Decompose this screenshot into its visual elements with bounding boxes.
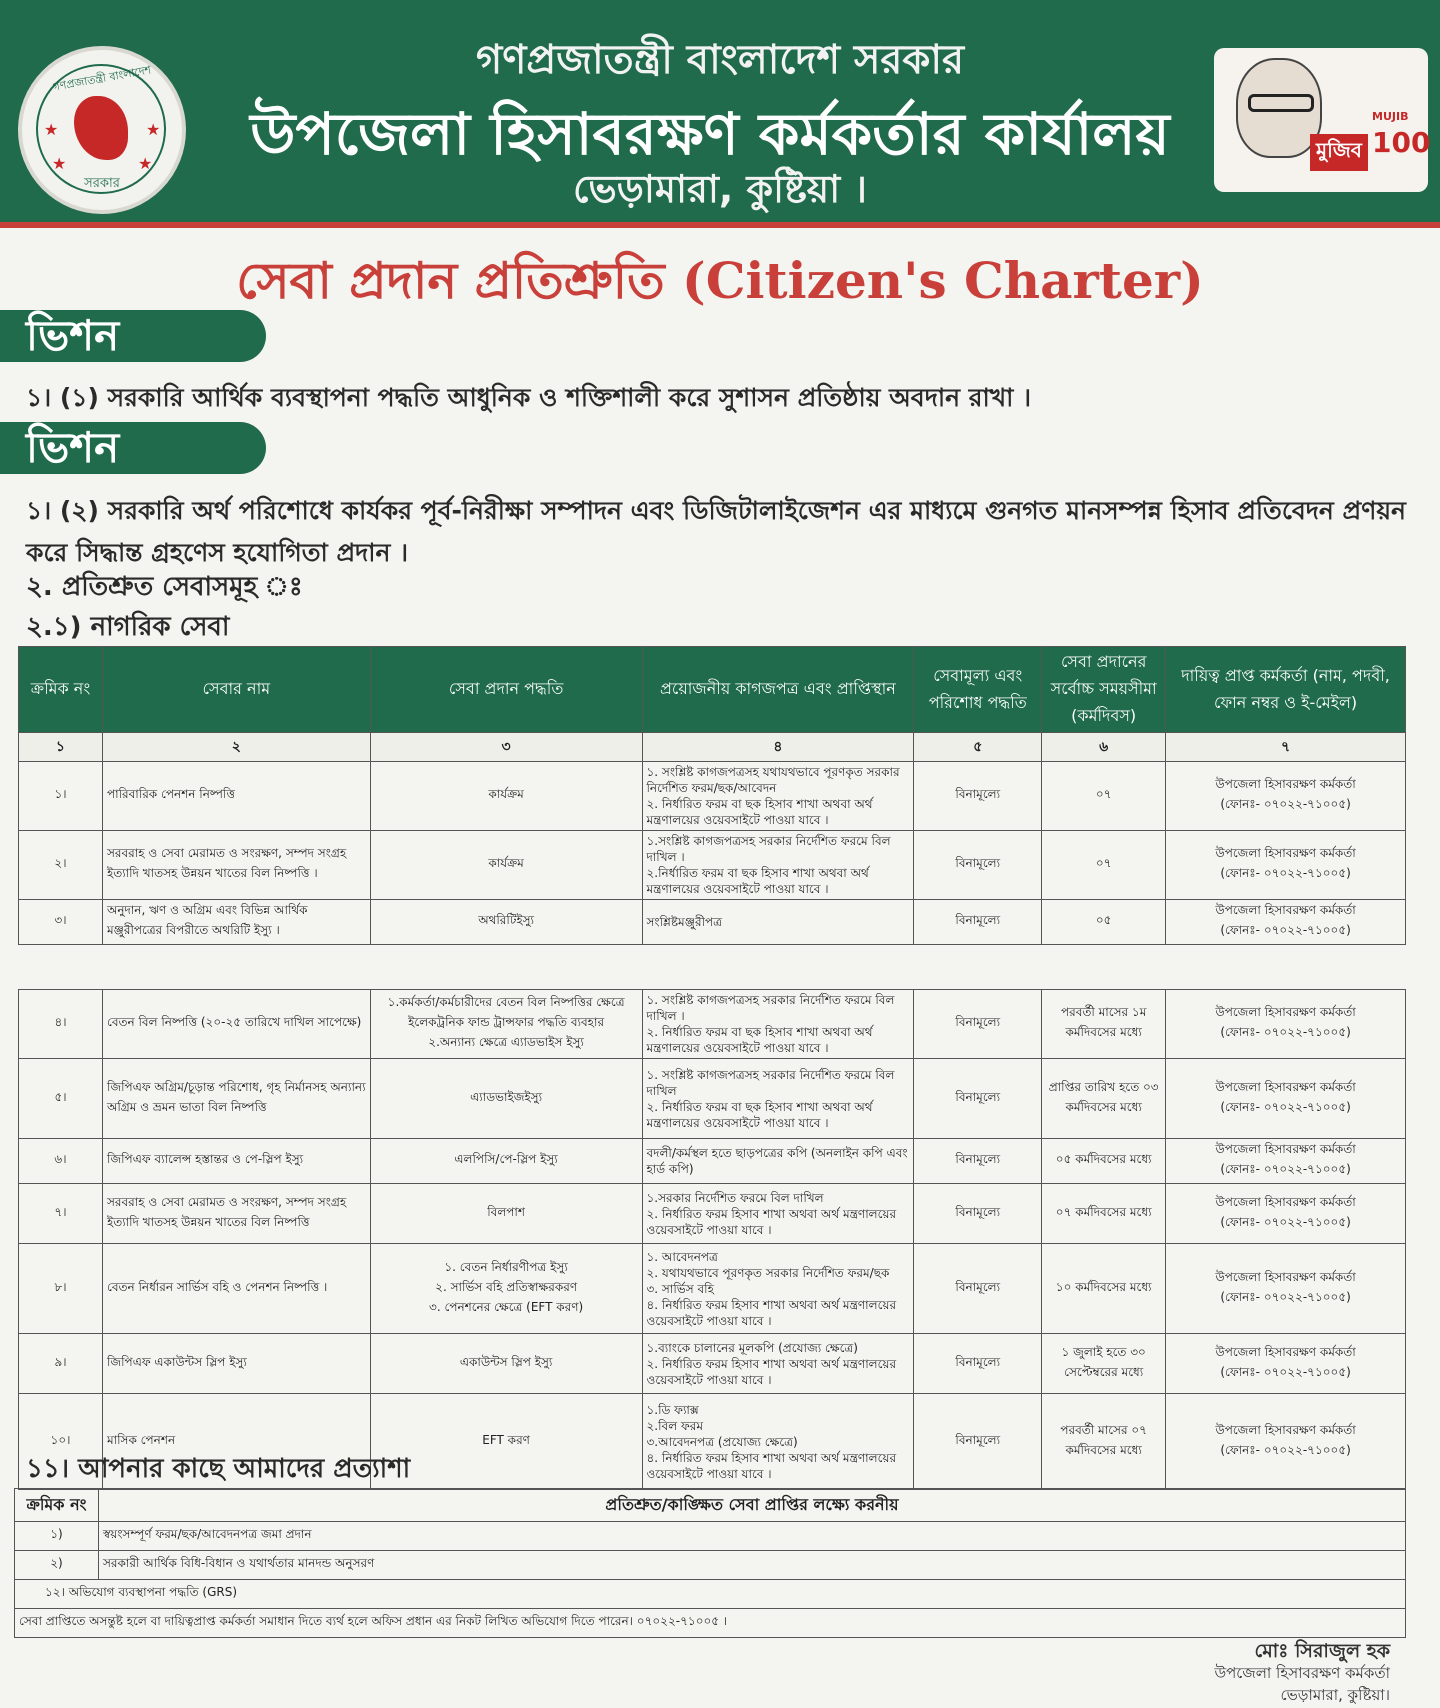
expect-header-serial: ক্রমিক নং [15,1489,99,1522]
time-limit: ০৭ [1042,762,1166,831]
office-location: ভেড়ামারা, কুষ্টিয়া । [572,167,868,211]
signatory-name: মোঃ সিরাজুল হক [1254,1640,1390,1662]
col-number: ৬ [1042,733,1166,762]
service-fee: বিনামূল্যে [914,1334,1042,1394]
table-row [19,1139,1406,1184]
required-documents: ১.সংশ্লিষ্ট কাগজপত্রসহ সরকার নির্দেশিত ফরমে বিল দাখিল । ২.নির্ধারিত ফরম বা ছক হিসাব শাখা অথবা অর্থ মন্ত্রণালয়ের ওয়েবসাইটে পাওয়া যাবে । [642,831,914,900]
col-number: ৩ [370,733,642,762]
responsible-officer: উপজেলা হিসাবরক্ষণ কর্মকর্তা (ফোনঃ- ০৭০২২-৭১০০৫) [1166,762,1406,831]
col-number: ৭ [1166,733,1406,762]
header-service-name: সেবার নাম [102,647,370,733]
time-limit: প্রাপ্তির তারিখ হতে ০৩ কর্মদিবসের মধ্যে [1042,1059,1166,1139]
time-limit: ১০ কর্মদিবসের মধ্যে [1042,1244,1166,1334]
service-method: EFT করণ [370,1394,642,1490]
time-limit: ০৫ কর্মদিবসের মধ্যে [1042,1139,1166,1184]
vision-text-1: ১। (১) সরকারি আর্থিক ব্যবস্থাপনা পদ্ধতি আধুনিক ও শক্তিশালী করে সুশাসন প্রতিষ্ঠায় অবদান রাখা । [26,383,1032,412]
required-documents: ১.সরকার নির্দেশিত ফরমে বিল দাখিল ২. নির্ধারিত ফরম হিসাব শাখা অথবা অর্থ মন্ত্রণালয়ের ওয়েবসাইটে পাওয়া যাবে । [642,1184,914,1244]
expectation-table [14,1488,1406,1638]
vision-tab-1: ভিশন [0,310,266,362]
service-method: বিলপাশ [370,1184,642,1244]
responsible-officer: উপজেলা হিসাবরক্ষণ কর্মকর্তা (ফোনঃ- ০৭০২২-৭১০০৫) [1166,831,1406,900]
service-name: সরবরাহ ও সেবা মেরামত ও সংরক্ষণ, সম্পদ সংগ্রহ ইত্যাদি খাতসহ উন্নয়ন খাতের বিল নিষ্পত্তি [102,1184,370,1244]
table-row [19,1059,1406,1139]
header-time-limit: সেবা প্রদানের সর্বোচ্চ সময়সীমা (কর্মদিবস) [1042,647,1166,733]
service-name: পারিবারিক পেনশন নিষ্পত্তি [102,762,370,831]
signatory-title: উপজেলা হিসাবরক্ষণ কর্মকর্তা [1214,1664,1390,1682]
col-number: ৫ [914,733,1042,762]
mujib-badge: মুজিব [1310,134,1368,171]
service-fee: বিনামূল্যে [914,762,1042,831]
required-documents: ১. সংশ্লিষ্ট কাগজপত্রসহ যথাযথভাবে পূরণকৃত সরকার নির্দেশিত ফরম/ছক/আবেদন ২. নির্ধারিত ফরম বা ছক হিসাব শাখা অথবা অর্থ মন্ত্রণালয়ের ওয়েবসাইটে পাওয়া যাবে । [642,762,914,831]
star-icon: ★ [44,120,59,139]
service-fee: বিনামূল্যে [914,1059,1042,1139]
responsible-officer: উপজেলা হিসাবরক্ষণ কর্মকর্তা (ফোনঃ- ০৭০২২-৭১০০৫) [1166,1244,1406,1334]
service-method: অথরিটিইস্যু [370,900,642,945]
service-fee: বিনামূল্যে [914,990,1042,1059]
expect-text: স্বয়ংসম্পূর্ণ ফরম/ছক/আবেদনপত্র জমা প্রদান [99,1522,1406,1551]
time-limit: পরবর্তী মাসের ১ম কর্মদিবসের মধ্যে [1042,990,1166,1059]
responsible-officer: উপজেলা হিসাবরক্ষণ কর্মকর্তা (ফোনঃ- ০৭০২২-৭১০০৫) [1166,1394,1406,1490]
star-icon: ★ [146,120,161,139]
row-serial: ৩। [19,900,103,945]
service-method: কার্যক্রম [370,762,642,831]
service-method: একাউন্টস স্লিপ ইস্যু [370,1334,642,1394]
table-row [19,1334,1406,1394]
service-name: মাসিক পেনশন [102,1394,370,1490]
responsible-officer: উপজেলা হিসাবরক্ষণ কর্মকর্তা (ফোনঃ- ০৭০২২-৭১০০৫) [1166,900,1406,945]
required-documents: ১.ব্যাংকে চালানের মূলকপি (প্রযোজ্য ক্ষেত্রে) ২. নির্ধারিত ফরম হিসাব শাখা অথবা অর্থ মন্ত্রণালয়ের ওয়েবসাইটে পাওয়া যাবে । [642,1334,914,1394]
section-promised-services: ২. প্রতিশ্রুত সেবাসমূহ ঃ [26,572,303,602]
section-expectation: ১১। আপনার কাছে আমাদের প্রত্যাশা [26,1454,411,1484]
charter-title: সেবা প্রদান প্রতিশ্রুতি (Citizen's Charter) [236,251,1204,310]
signatory-place: ভেড়ামারা, কুষ্টিয়া। [1280,1686,1390,1704]
spacer-cell [19,945,1406,990]
expect-serial: ২) [15,1551,99,1580]
mujib-100-logo [1214,48,1431,192]
required-documents: ১. আবেদনপত্র ২. যথাযথভাবে পূরণকৃত সরকার নির্দেশিত ফরম/ছক ৩. সার্ভিস বহি ৪. নির্ধারিত ফরম হিসাব শাখা অথবা অর্থ মন্ত্রণালয়ের ওয়েবসাইটে পাওয়া যাবে । [642,1244,914,1334]
table-row [15,1551,1406,1580]
responsible-officer: উপজেলা হিসাবরক্ষণ কর্মকর্তা (ফোনঃ- ০৭০২২-৭১০০৫) [1166,1334,1406,1394]
service-method: ১.কর্মকর্তা/কর্মচারীদের বেতন বিল নিষ্পত্তির ক্ষেত্রে ইলেকট্রনিক ফান্ড ট্রান্সফার পদ্ধতি ব্যবহার ২.অন্যান্য ক্ষেত্রে এ্যাডভাইস ইস্যু [370,990,642,1059]
table-row [19,900,1406,945]
service-fee: বিনামূল্যে [914,1184,1042,1244]
service-name: জিপিএফ একাউন্টস স্লিপ ইস্যু [102,1334,370,1394]
header-documents: প্রয়োজনীয় কাগজপত্র এবং প্রাপ্তিস্থান [642,647,914,733]
table-row [19,990,1406,1059]
col-number: ২ [102,733,370,762]
signature-block [1214,1640,1390,1706]
row-serial: ৪। [19,990,103,1059]
column-number-row [19,733,1406,762]
row-serial: ১০। [19,1394,103,1490]
service-fee: বিনামূল্যে [914,900,1042,945]
time-limit: পরবর্তী মাসের ০৭ কর্মদিবসের মধ্যে [1042,1394,1166,1490]
expect-header-text: প্রতিশ্রুত/কাঙ্ক্ষিত সেবা প্রাপ্তির লক্ষ্যে করনীয় [99,1489,1406,1522]
table-header-row [19,647,1406,733]
expect-text: সরকারী আর্থিক বিধি-বিধান ও যথার্থতার মানদন্ড অনুসরণ [99,1551,1406,1580]
table-row [15,1580,1406,1609]
responsible-officer: উপজেলা হিসাবরক্ষণ কর্মকর্তা (ফোনঃ- ০৭০২২-৭১০০৫) [1166,1059,1406,1139]
glasses-icon [1248,94,1314,112]
vision-text-2: ১। (২) সরকারি অর্থ পরিশোধে কার্যকর পূর্ব-নিরীক্ষা সম্পাদন এবং ডিজিটালাইজেশন এর মাধ্যমে গুনগত মানসম্পন্ন হিসাব প্রতিবেদন প্রণয়ন করে সিদ্ধান্ত গ্রহণেস হযোগিতা প্রদান । [26,496,1406,567]
col-number: ১ [19,733,103,762]
service-method: এলপিসি/পে-স্লিপ ইস্যু [370,1139,642,1184]
row-serial: ৭। [19,1184,103,1244]
service-name: সরবরাহ ও সেবা মেরামত ও সংরক্ষণ, সম্পদ সংগ্রহ ইত্যাদি খাতসহ উন্নয়ন খাতের বিল নিষ্পত্তি । [102,831,370,900]
grs-note: সেবা প্রাপ্তিতে অসন্তুষ্ট হলে বা দায়িত্বপ্রাপ্ত কর্মকর্তা সমাধান দিতে ব্যর্থ হলে অফিস প্রধান এর নিকট লিখিত অভিযোগ দিতে পারেন। ০৭০২২-৭১০০৫ । [15,1609,1406,1638]
service-name: অনুদান, ঋণ ও অগ্রিম এবং বিভিন্ন আর্থিক মঞ্জুরীপত্রের বিপরীতে অথরিটি ইস্যু । [102,900,370,945]
service-name: জিপিএফ অগ্রিম/চূড়ান্ত পরিশোধ, গৃহ নির্মানসহ অন্যান্য অগ্রিম ও ভ্রমন ভাতা বিল নিষ্পত্তি [102,1059,370,1139]
service-method: ১. বেতন নির্ধারণীপত্র ইস্যু ২. সার্ভিস বহি প্রতিস্বাক্ষরকরণ ৩. পেনশনের ক্ষেত্রে (EFT করণ) [370,1244,642,1334]
mujib-tag: MUJIB [1372,110,1409,123]
star-icon: ★ [138,154,153,173]
header-banner [0,0,1440,228]
table-row [19,762,1406,831]
expect-serial: ১) [15,1522,99,1551]
row-serial: ৯। [19,1334,103,1394]
vision-tab-2: ভিশন [0,422,266,474]
col-number: ৪ [642,733,914,762]
row-serial: ২। [19,831,103,900]
service-table [18,646,1406,1490]
section-citizen-service: ২.১) নাগরিক সেবা [26,612,230,642]
section-spacer-row [19,945,1406,990]
header-serial: ক্রমিক নং [19,647,103,733]
time-limit: ১ জুলাই হতে ৩০ সেপ্টেম্বরের মধ্যে [1042,1334,1166,1394]
responsible-officer: উপজেলা হিসাবরক্ষণ কর্মকর্তা (ফোনঃ- ০৭০২২-৭১০০৫) [1166,1139,1406,1184]
row-serial: ৬। [19,1139,103,1184]
service-name: জিপিএফ ব্যালেন্স হস্তান্তর ও পে-স্লিপ ইস্যু [102,1139,370,1184]
service-fee: বিনামূল্যে [914,1244,1042,1334]
table-row [15,1522,1406,1551]
office-title: উপজেলা হিসাবরক্ষণ কর্মকর্তার কার্যালয় [250,100,1170,168]
required-documents: ১. সংশ্লিষ্ট কাগজপত্রসহ সরকার নির্দেশিত ফরমে বিল দাখিল । ২. নির্ধারিত ফরম বা ছক হিসাব শাখা অথবা অর্থ মন্ত্রণালয়ের ওয়েবসাইটে পাওয়া যাবে । [642,990,914,1059]
header-line-1: গণপ্রজাতন্ত্রী বাংলাদেশ সরকার [476,37,964,83]
service-name: বেতন নির্ধারন সার্ভিস বহি ও পেনশন নিষ্পত্তি । [102,1244,370,1334]
table-row [19,1184,1406,1244]
seal-text-bottom: সরকার [84,176,120,191]
header-method: সেবা প্রদান পদ্ধতি [370,647,642,733]
table-row [19,831,1406,900]
service-fee: বিনামূল্যে [914,831,1042,900]
required-documents: ১. সংশ্লিষ্ট কাগজপত্রসহ সরকার নির্দেশিত ফরমে বিল দাখিল ২. নির্ধারিত ফরম বা ছক হিসাব শাখা অথবা অর্থ মন্ত্রণালয়ের ওয়েবসাইটে পাওয়া যাবে । [642,1059,914,1139]
header-officer: দায়িত্ব প্রাপ্ত কর্মকর্তা (নাম, পদবী, ফোন নম্বর ও ই-মেইল) [1166,647,1406,733]
table-row [15,1609,1406,1638]
time-limit: ০৭ [1042,831,1166,900]
service-name: বেতন বিল নিষ্পত্তি (২০-২৫ তারিখে দাখিল সাপেক্ষে) [102,990,370,1059]
time-limit: ০৭ কর্মদিবসের মধ্যে [1042,1184,1166,1244]
service-method: কার্যক্রম [370,831,642,900]
service-fee: বিনামূল্যে [914,1139,1042,1184]
required-documents: সংশ্লিষ্টমঞ্জুরীপত্র [642,900,914,945]
header-fee: সেবামূল্য এবং পরিশোধ পদ্ধতি [914,647,1042,733]
service-fee: বিনামূল্যে [914,1394,1042,1490]
row-serial: ৫। [19,1059,103,1139]
grs-heading: ১২। অভিযোগ ব্যবস্থাপনা পদ্ধতি (GRS) [15,1580,1406,1609]
star-icon: ★ [52,154,67,173]
mujib-number: 100 [1372,126,1431,159]
row-serial: ৮। [19,1244,103,1334]
required-documents: ১.ডি ফ্যাক্স ২.বিল ফরম ৩.আবেদনপত্র (প্রযোজ্য ক্ষেত্রে) ৪. নির্ধারিত ফরম হিসাব শাখা অথবা অর্থ মন্ত্রণালয়ের ওয়েবসাইটে পাওয়া যাবে । [642,1394,914,1490]
row-serial: ১। [19,762,103,831]
seal-text-top: গণপ্রজাতন্ত্রী বাংলাদেশ [51,63,153,94]
required-documents: বদলী/কর্মস্থল হতে ছাড়পত্রের কপি (অনলাইন কপি এবং হার্ড কপি) [642,1139,914,1184]
service-method: এ্যাডভাইজইস্যু [370,1059,642,1139]
responsible-officer: উপজেলা হিসাবরক্ষণ কর্মকর্তা (ফোনঃ- ০৭০২২-৭১০০৫) [1166,990,1406,1059]
table-row [19,1244,1406,1334]
time-limit: ০৫ [1042,900,1166,945]
expect-header-row [15,1489,1406,1522]
responsible-officer: উপজেলা হিসাবরক্ষণ কর্মকর্তা (ফোনঃ- ০৭০২২-৭১০০৫) [1166,1184,1406,1244]
